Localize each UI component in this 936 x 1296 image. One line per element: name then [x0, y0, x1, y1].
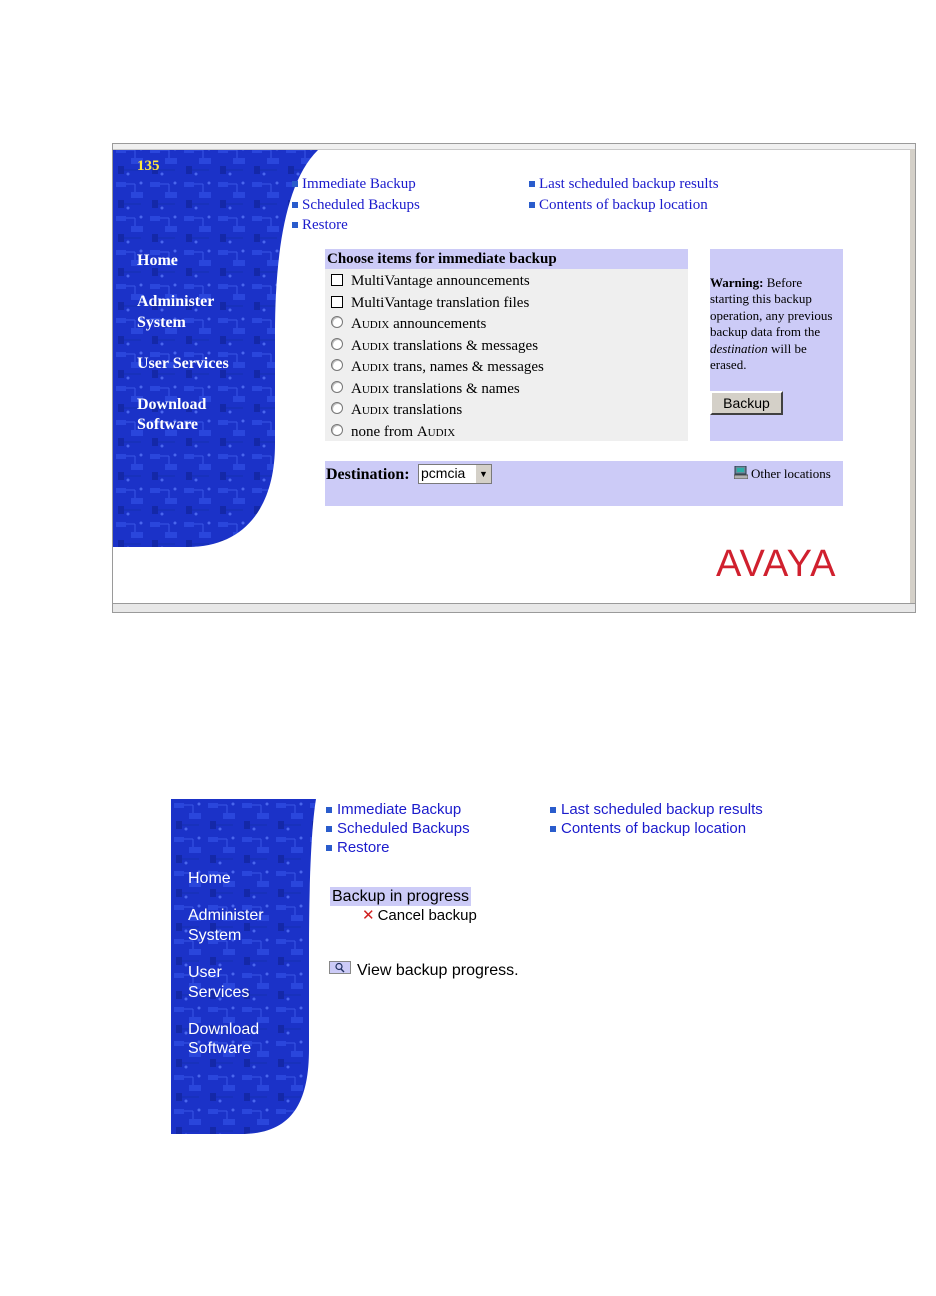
bullet-icon: [292, 222, 298, 228]
bullet-icon: [326, 845, 332, 851]
avaya-logo: [716, 542, 844, 582]
bullet-icon: [292, 181, 298, 187]
dropdown-arrow-icon[interactable]: ▼: [475, 465, 491, 483]
other-locations-link[interactable]: Other locations: [734, 466, 831, 482]
sidebar-item-user[interactable]: User: [188, 964, 222, 981]
bullet-icon: [326, 826, 332, 832]
sidebar-item-administer[interactable]: Administer: [188, 907, 264, 924]
radio-button[interactable]: [331, 381, 343, 393]
radio-button[interactable]: [331, 402, 343, 414]
sidebar-item-home[interactable]: Home: [188, 870, 231, 887]
backup-button[interactable]: Backup: [710, 391, 783, 415]
sidebar-item-system[interactable]: System: [137, 314, 186, 331]
bullet-icon: [550, 826, 556, 832]
nav-scheduled-backups[interactable]: Scheduled Backups: [326, 820, 470, 838]
option-audix-translations-names[interactable]: Audix translations & names: [331, 379, 520, 399]
status-bar: [113, 603, 915, 612]
sidebar-item-user-services[interactable]: User Services: [137, 355, 229, 372]
nav-restore[interactable]: Restore: [292, 216, 348, 234]
bullet-icon: [529, 202, 535, 208]
checkbox[interactable]: [331, 274, 343, 286]
sidebar-item-software[interactable]: Software: [188, 1040, 252, 1057]
cancel-backup-link[interactable]: ✕ Cancel backup: [362, 907, 477, 924]
close-icon[interactable]: ✕: [362, 907, 375, 924]
choose-items-title: Choose items for immediate backup: [325, 249, 688, 269]
option-multivantage-translation-files[interactable]: MultiVantage translation files: [331, 293, 529, 313]
backup-window-screenshot: [112, 143, 916, 613]
option-multivantage-announcements[interactable]: MultiVantage announcements: [331, 271, 530, 291]
warning-text: Warning: Before starting this backup operation, any previous backup data from the destination will be erased.: [710, 275, 833, 373]
radio-button[interactable]: [331, 359, 343, 371]
magnifier-icon[interactable]: [329, 961, 351, 974]
bullet-icon: [529, 181, 535, 187]
bullet-icon: [550, 807, 556, 813]
radio-button[interactable]: [331, 424, 343, 436]
nav-contents-backup-location[interactable]: Contents of backup location: [550, 820, 746, 838]
nav-immediate-backup[interactable]: Immediate Backup: [326, 801, 461, 819]
radio-button[interactable]: [331, 316, 343, 328]
destination-label: Destination:: [326, 466, 410, 483]
radio-button[interactable]: [331, 338, 343, 350]
choose-items-panel: [325, 249, 688, 441]
nav-restore[interactable]: Restore: [326, 839, 390, 857]
sidebar-item-administer[interactable]: Administer: [137, 293, 215, 310]
vertical-scrollbar[interactable]: [910, 149, 915, 604]
option-none-from-audix[interactable]: none from Audix: [331, 422, 455, 442]
sidebar-number: 135: [137, 158, 160, 174]
warning-panel: [710, 249, 843, 441]
bullet-icon: [292, 202, 298, 208]
nav-scheduled-backups[interactable]: Scheduled Backups: [292, 196, 420, 214]
sidebar-item-download[interactable]: Download: [188, 1021, 260, 1038]
option-audix-translations-messages[interactable]: Audix translations & messages: [331, 336, 538, 356]
destination-panel: [325, 461, 843, 506]
nav-contents-backup-location[interactable]: Contents of backup location: [529, 196, 708, 214]
nav-last-scheduled-results[interactable]: Last scheduled backup results: [529, 175, 719, 193]
sidebar-item-home[interactable]: Home: [137, 252, 178, 269]
bullet-icon: [326, 807, 332, 813]
option-audix-trans-names-messages[interactable]: Audix trans, names & messages: [331, 357, 544, 377]
backup-in-progress-title: Backup in progress: [332, 888, 469, 905]
destination-select[interactable]: pcmcia ▼: [418, 464, 492, 484]
option-audix-translations[interactable]: Audix translations: [331, 400, 462, 420]
sidebar-item-system[interactable]: System: [188, 927, 242, 944]
view-backup-progress-link[interactable]: View backup progress.: [329, 961, 519, 981]
computer-icon: [734, 466, 748, 479]
sidebar-item-services[interactable]: Services: [188, 984, 250, 1001]
option-audix-announcements[interactable]: Audix announcements: [331, 314, 486, 334]
sidebar-item-software[interactable]: Software: [137, 416, 199, 433]
nav-last-scheduled-results[interactable]: Last scheduled backup results: [550, 801, 763, 819]
svg-text:AVAYA: AVAYA: [716, 543, 837, 582]
nav-immediate-backup[interactable]: Immediate Backup: [292, 175, 416, 193]
checkbox[interactable]: [331, 296, 343, 308]
sidebar-item-download[interactable]: Download: [137, 396, 207, 413]
backup-progress-screenshot: [171, 799, 791, 1135]
